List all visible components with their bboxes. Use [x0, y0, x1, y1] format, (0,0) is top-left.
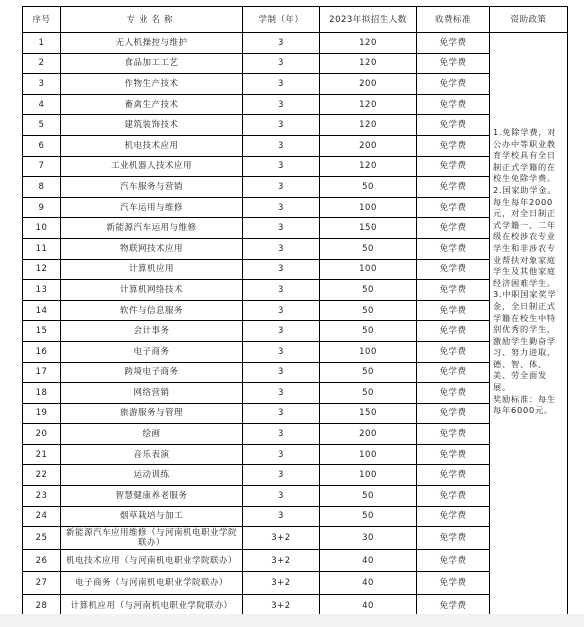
row-fee: 免学费 — [417, 74, 490, 95]
row-index: 4 — [23, 94, 61, 115]
row-major: 旅游服务与管理 — [61, 403, 243, 424]
row-major: 运动训练 — [61, 465, 243, 486]
row-index: 13 — [23, 280, 61, 301]
row-fee: 免学费 — [417, 300, 490, 321]
table-row — [23, 177, 568, 198]
row-index: 24 — [23, 506, 61, 527]
row-fee: 免学费 — [417, 321, 490, 342]
table-row — [23, 341, 568, 362]
row-enrollment: 50 — [320, 280, 417, 301]
row-index: 11 — [23, 238, 61, 259]
table-row — [23, 135, 568, 156]
row-index: 22 — [23, 465, 61, 486]
row-major: 计算机应用 — [61, 259, 243, 280]
table-row — [23, 238, 568, 259]
row-enrollment: 120 — [320, 94, 417, 115]
row-duration: 3 — [243, 115, 320, 136]
table-row — [23, 403, 568, 424]
row-index: 14 — [23, 300, 61, 321]
row-major: 软件与信息服务 — [61, 300, 243, 321]
row-index: 20 — [23, 424, 61, 445]
row-fee: 免学费 — [417, 506, 490, 527]
row-enrollment: 50 — [320, 506, 417, 527]
table-row — [23, 506, 568, 527]
row-fee: 免学费 — [417, 549, 490, 572]
header-duration: 学制（年） — [243, 7, 320, 33]
row-enrollment: 50 — [320, 238, 417, 259]
row-major: 机电技术应用（与河南机电职业学院联办） — [61, 549, 243, 572]
row-major: 汽车运用与维修 — [61, 197, 243, 218]
row-enrollment: 100 — [320, 197, 417, 218]
table-row — [23, 197, 568, 218]
row-duration: 3 — [243, 238, 320, 259]
row-duration: 3 — [243, 197, 320, 218]
row-enrollment: 50 — [320, 321, 417, 342]
row-fee: 免学费 — [417, 465, 490, 486]
row-fee: 免学费 — [417, 280, 490, 301]
table-row — [23, 74, 568, 95]
row-duration: 3 — [243, 506, 320, 527]
row-index: 23 — [23, 486, 61, 507]
row-fee: 免学费 — [417, 197, 490, 218]
row-index: 2 — [23, 53, 61, 74]
row-fee: 免学费 — [417, 53, 490, 74]
table-row — [23, 383, 568, 404]
row-duration: 3 — [243, 403, 320, 424]
row-duration: 3 — [243, 444, 320, 465]
row-major: 跨境电子商务 — [61, 362, 243, 383]
row-index: 19 — [23, 403, 61, 424]
row-index: 21 — [23, 444, 61, 465]
policy-paragraph: 2.国家助学金。每生每年2000元，对全日制正式学籍一、二年级在校涉农专业学生和非涉农专业帮扶对象家庭学生及其他家庭经济困难学生。 — [493, 184, 557, 288]
row-duration: 3+2 — [243, 549, 320, 572]
row-fee: 免学费 — [417, 135, 490, 156]
row-major: 电子商务（与河南机电职业学院联办） — [61, 572, 243, 595]
table-row — [23, 549, 568, 572]
row-enrollment: 40 — [320, 594, 417, 617]
row-duration: 3 — [243, 383, 320, 404]
row-enrollment: 50 — [320, 177, 417, 198]
row-major: 电子商务 — [61, 341, 243, 362]
row-enrollment: 120 — [320, 33, 417, 54]
row-duration: 3 — [243, 465, 320, 486]
row-duration: 3 — [243, 280, 320, 301]
table-row — [23, 94, 568, 115]
row-duration: 3+2 — [243, 572, 320, 595]
row-duration: 3 — [243, 362, 320, 383]
header-index: 序号 — [23, 7, 61, 33]
header-enrollment: 2023年拟招生人数 — [320, 7, 417, 33]
row-enrollment: 100 — [320, 341, 417, 362]
row-duration: 3 — [243, 259, 320, 280]
row-major: 烟草栽培与加工 — [61, 506, 243, 527]
table-row — [23, 444, 568, 465]
table-row — [23, 465, 568, 486]
table-row — [23, 362, 568, 383]
row-duration: 3 — [243, 218, 320, 239]
row-duration: 3 — [243, 33, 320, 54]
row-enrollment: 200 — [320, 74, 417, 95]
row-enrollment: 50 — [320, 362, 417, 383]
row-fee: 免学费 — [417, 156, 490, 177]
row-major: 绘画 — [61, 424, 243, 445]
row-duration: 3 — [243, 321, 320, 342]
table-row — [23, 486, 568, 507]
row-index: 9 — [23, 197, 61, 218]
row-major: 食品加工工艺 — [61, 53, 243, 74]
row-index: 7 — [23, 156, 61, 177]
enrollment-table — [22, 6, 568, 617]
row-duration: 3 — [243, 341, 320, 362]
row-fee: 免学费 — [417, 177, 490, 198]
row-enrollment: 40 — [320, 549, 417, 572]
row-major: 音乐表演 — [61, 444, 243, 465]
row-duration: 3+2 — [243, 527, 320, 550]
table-row — [23, 424, 568, 445]
policy-paragraph: 奖励标准：每生每年6000元。 — [493, 393, 556, 416]
row-enrollment: 120 — [320, 53, 417, 74]
row-enrollment: 100 — [320, 465, 417, 486]
row-enrollment: 150 — [320, 403, 417, 424]
row-fee: 免学费 — [417, 383, 490, 404]
policy-paragraph: 3.中职国家奖学金，全日制正式学籍在校生中特别优秀的学生，激励学生勤奋学习、努力进取，德、智、体、美、劳全面发展。 — [493, 289, 557, 393]
table-row — [23, 300, 568, 321]
row-major: 计算机应用（与河南机电职业学院联办） — [61, 594, 243, 617]
row-major: 会计事务 — [61, 321, 243, 342]
row-fee: 免学费 — [417, 424, 490, 445]
row-major: 机电技术应用 — [61, 135, 243, 156]
header-fee: 收费标准 — [417, 7, 490, 33]
row-duration: 3 — [243, 53, 320, 74]
row-enrollment: 100 — [320, 259, 417, 280]
row-duration: 3 — [243, 74, 320, 95]
row-index: 16 — [23, 341, 61, 362]
row-enrollment: 100 — [320, 444, 417, 465]
row-index: 6 — [23, 135, 61, 156]
header-major: 专业名称 — [61, 7, 243, 33]
row-enrollment: 30 — [320, 527, 417, 550]
row-major: 建筑装饰技术 — [61, 115, 243, 136]
row-major: 新能源汽车应用维修（与河南机电职业学院联办） — [61, 527, 243, 550]
row-fee: 免学费 — [417, 115, 490, 136]
row-major: 汽车服务与营销 — [61, 177, 243, 198]
row-index: 3 — [23, 74, 61, 95]
row-fee: 免学费 — [417, 403, 490, 424]
row-fee: 免学费 — [417, 444, 490, 465]
table-row — [23, 53, 568, 74]
row-enrollment: 150 — [320, 218, 417, 239]
row-index: 28 — [23, 594, 61, 617]
row-duration: 3 — [243, 424, 320, 445]
row-enrollment: 200 — [320, 135, 417, 156]
row-fee: 免学费 — [417, 238, 490, 259]
row-index: 1 — [23, 33, 61, 54]
row-fee: 免学费 — [417, 218, 490, 239]
row-enrollment: 40 — [320, 572, 417, 595]
row-enrollment: 120 — [320, 156, 417, 177]
row-duration: 3 — [243, 177, 320, 198]
policy-cell — [490, 33, 568, 617]
row-enrollment: 50 — [320, 486, 417, 507]
row-major: 工业机器人技术应用 — [61, 156, 243, 177]
row-fee: 免学费 — [417, 33, 490, 54]
row-fee: 免学费 — [417, 259, 490, 280]
row-index: 8 — [23, 177, 61, 198]
policy-paragraph: 1.免除学费，对公办中等职业教育学校具有全日制正式学籍的在校生免除学费。 — [493, 127, 557, 184]
row-duration: 3 — [243, 156, 320, 177]
row-fee: 免学费 — [417, 572, 490, 595]
header-policy: 资助政策 — [490, 7, 568, 33]
page-footer-strip — [0, 614, 584, 627]
row-fee: 免学费 — [417, 527, 490, 550]
row-major: 计算机网络技术 — [61, 280, 243, 301]
table-row — [23, 156, 568, 177]
row-fee: 免学费 — [417, 341, 490, 362]
table-row — [23, 218, 568, 239]
row-index: 26 — [23, 549, 61, 572]
row-major: 网络营销 — [61, 383, 243, 404]
row-fee: 免学费 — [417, 594, 490, 617]
row-major: 无人机操控与维护 — [61, 33, 243, 54]
row-index: 25 — [23, 527, 61, 550]
row-fee: 免学费 — [417, 94, 490, 115]
row-index: 18 — [23, 383, 61, 404]
row-enrollment: 200 — [320, 424, 417, 445]
table-row — [23, 321, 568, 342]
row-enrollment: 50 — [320, 300, 417, 321]
row-fee: 免学费 — [417, 486, 490, 507]
table-row — [23, 572, 568, 595]
row-index: 17 — [23, 362, 61, 383]
row-major: 智慧健康养老服务 — [61, 486, 243, 507]
row-index: 10 — [23, 218, 61, 239]
row-duration: 3 — [243, 486, 320, 507]
row-duration: 3 — [243, 135, 320, 156]
row-major: 畜禽生产技术 — [61, 94, 243, 115]
row-duration: 3 — [243, 94, 320, 115]
row-index: 27 — [23, 572, 61, 595]
row-major: 新能源汽车运用与维修 — [61, 218, 243, 239]
row-major: 物联网技术应用 — [61, 238, 243, 259]
table-header-row — [23, 7, 568, 33]
table-row — [23, 33, 568, 54]
table-row — [23, 527, 568, 550]
row-index: 15 — [23, 321, 61, 342]
row-enrollment: 50 — [320, 383, 417, 404]
row-major: 作物生产技术 — [61, 74, 243, 95]
row-duration: 3 — [243, 300, 320, 321]
row-fee: 免学费 — [417, 362, 490, 383]
row-duration: 3+2 — [243, 594, 320, 617]
table-row — [23, 280, 568, 301]
row-index: 5 — [23, 115, 61, 136]
table-row — [23, 115, 568, 136]
row-index: 12 — [23, 259, 61, 280]
row-enrollment: 120 — [320, 115, 417, 136]
table-row — [23, 259, 568, 280]
